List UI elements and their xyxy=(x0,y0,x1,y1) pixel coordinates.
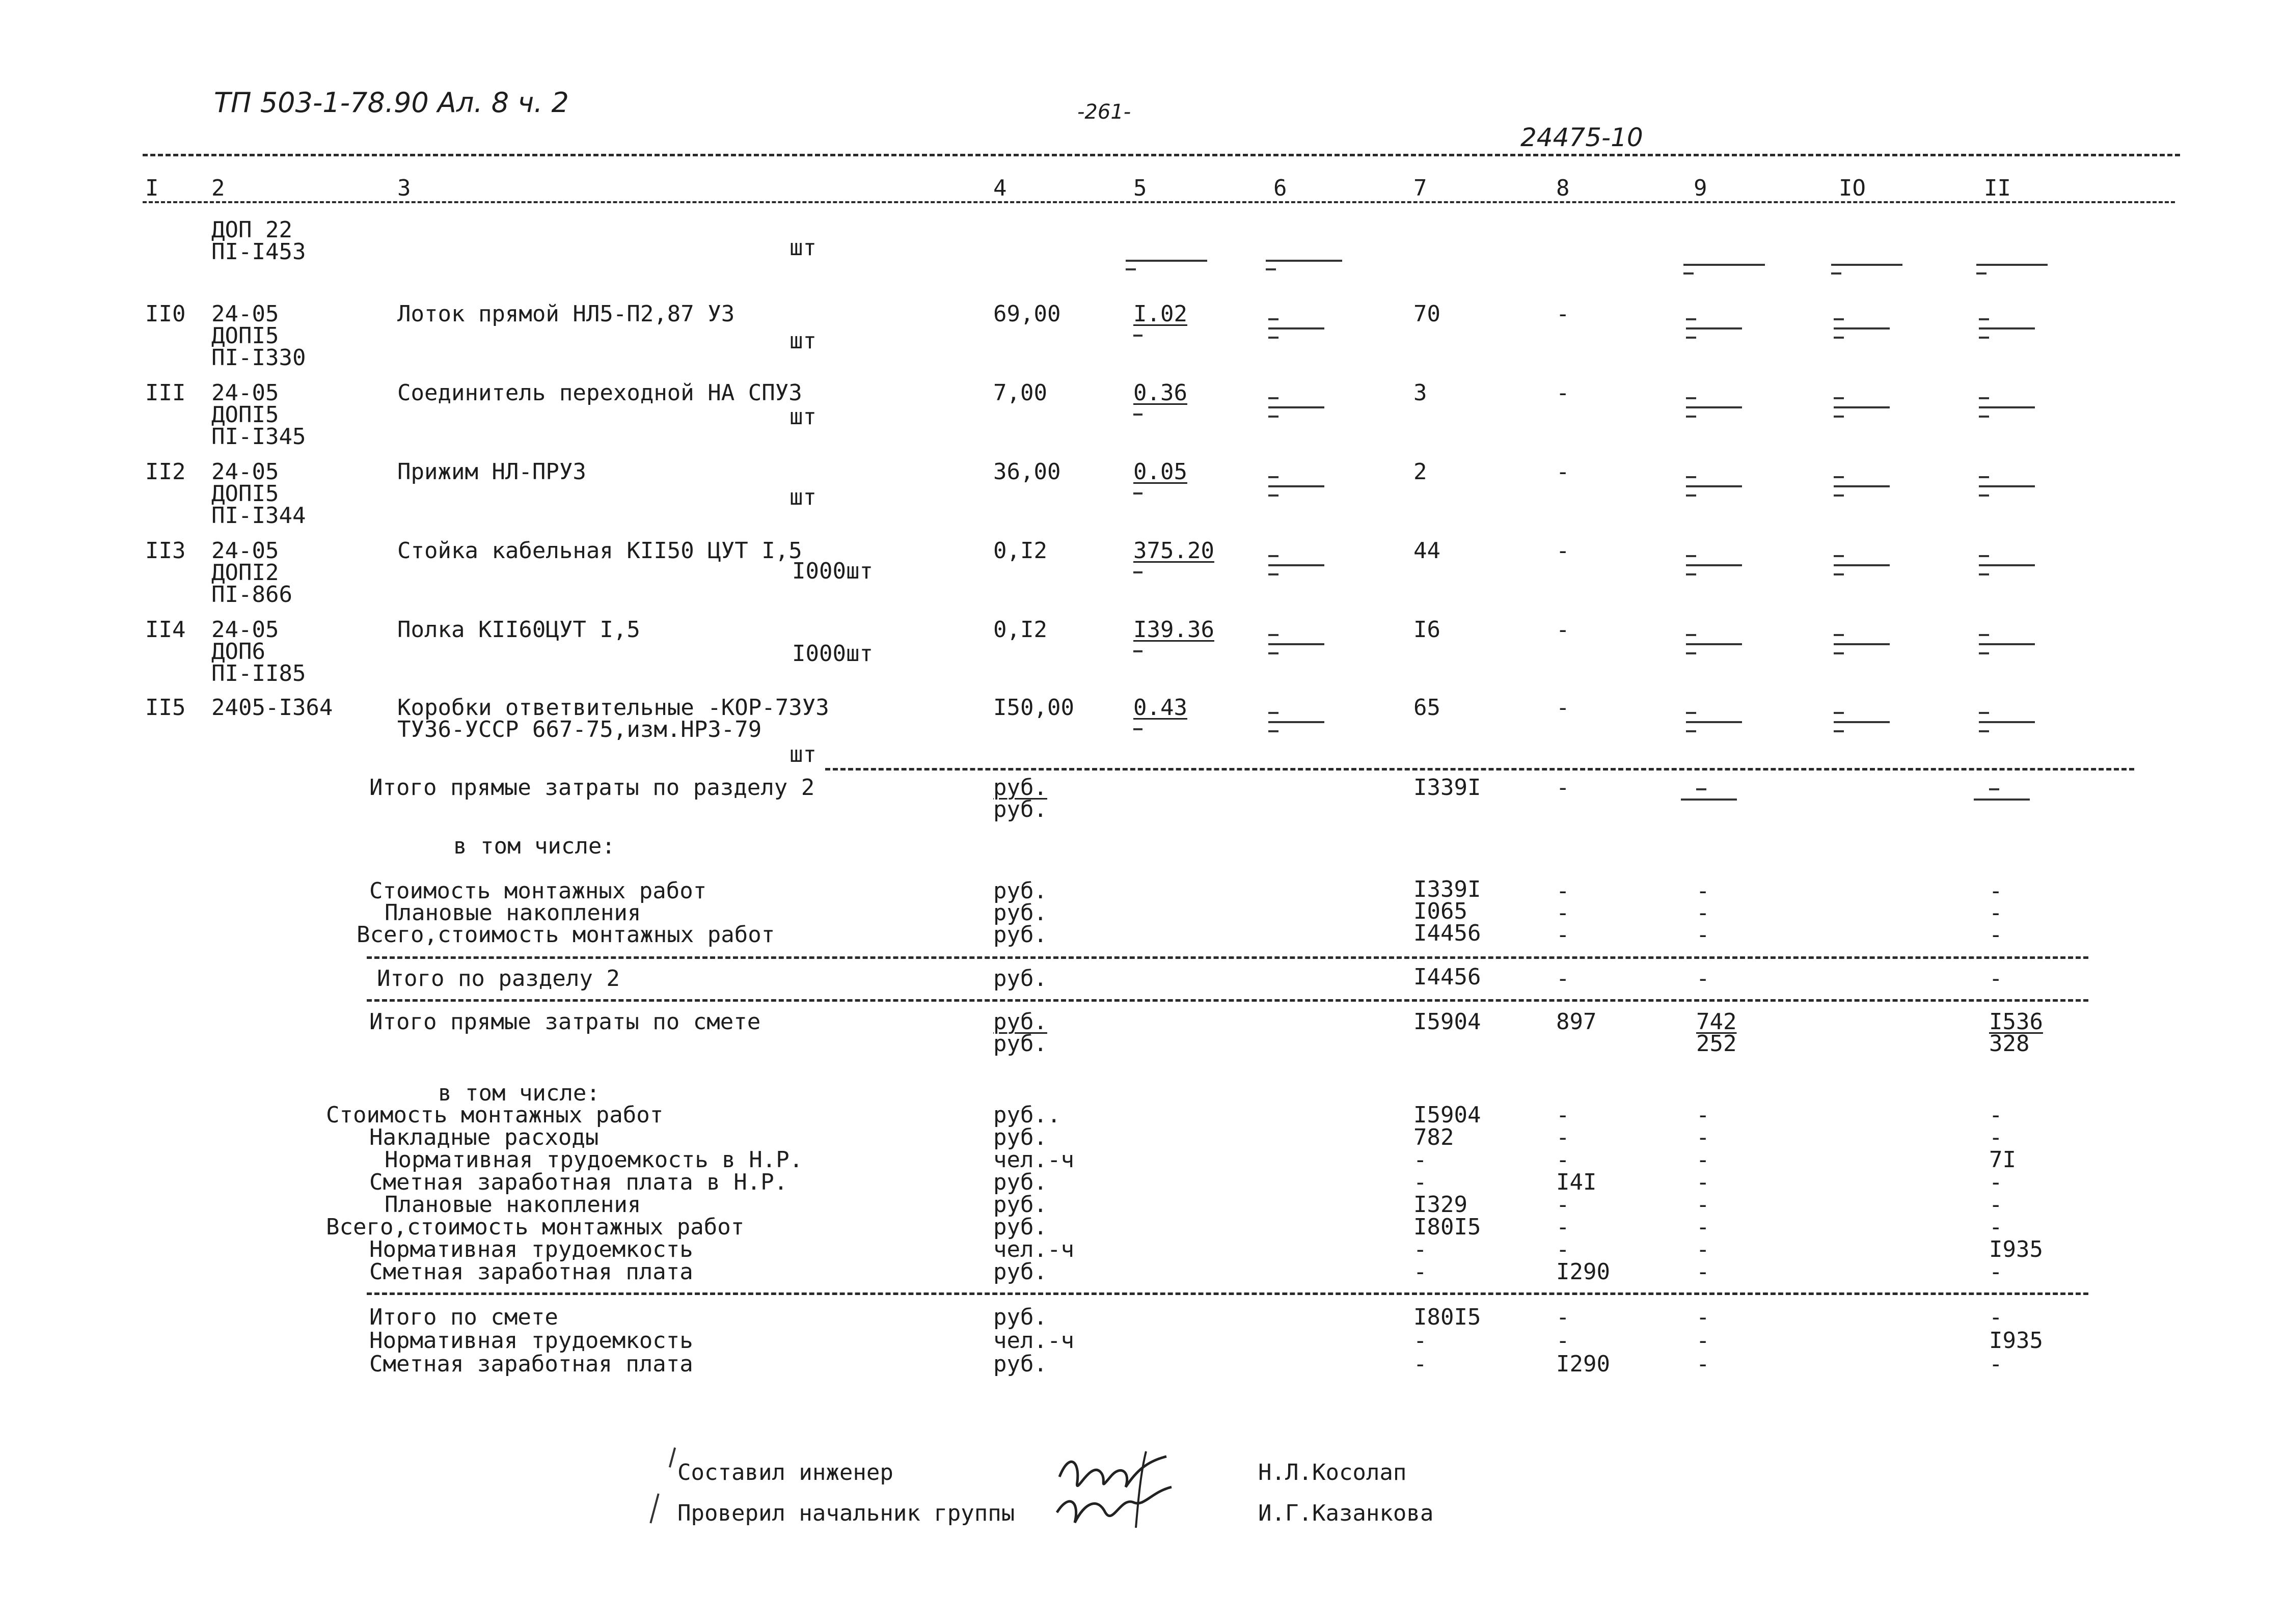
col-header-2: 2 xyxy=(211,175,225,201)
dash-mark xyxy=(1268,712,1278,714)
summary-label: Плановые накопления xyxy=(385,1192,641,1218)
dash-mark xyxy=(1979,494,1989,497)
item-name: Прижим НЛ-ПРУЗ xyxy=(397,459,586,485)
dash-mark xyxy=(1133,492,1142,494)
code-line: ПI-I344 xyxy=(211,503,306,529)
dash-mark xyxy=(1979,327,2035,329)
dash-mark xyxy=(1979,721,2035,723)
qty-cell: 0,I2 xyxy=(993,538,1047,564)
incl-label: в том числе: xyxy=(453,833,615,859)
unit-cell: шт xyxy=(790,484,817,510)
dash-mark xyxy=(1268,327,1324,329)
incl-label: в том числе: xyxy=(438,1080,600,1106)
col-header-4: 4 xyxy=(993,175,1007,201)
dash-mark xyxy=(1834,564,1890,566)
checked-name: И.Г.Казанкова xyxy=(1258,1500,1434,1526)
dash-mark xyxy=(1268,397,1278,399)
unit-cell: шт xyxy=(790,235,817,261)
dash-mark xyxy=(1979,555,1989,557)
dash-mark xyxy=(1834,643,1890,645)
dash-mark xyxy=(1268,337,1278,339)
summary-unit: руб. xyxy=(993,1124,1047,1150)
summary-c11: 7I xyxy=(1989,1147,2016,1173)
summary-c8: - xyxy=(1556,1214,1570,1240)
dash-mark xyxy=(1686,712,1696,714)
col8-cell: - xyxy=(1556,380,1570,406)
code-line: ПI-866 xyxy=(211,582,292,608)
price-cell: 0.36 xyxy=(1133,380,1187,406)
code-line: 24-05 xyxy=(211,538,279,564)
summary-c8: - xyxy=(1556,1192,1570,1218)
unit-cell: шт xyxy=(790,328,817,354)
summary-c11: - xyxy=(1989,1192,2003,1218)
summary-c8: - xyxy=(1556,775,1570,801)
inventory-number: 24475-10 xyxy=(1520,123,1643,152)
summary-c8: 897 xyxy=(1556,1009,1597,1035)
summary-label: Итого по смете xyxy=(369,1304,558,1330)
section-rule xyxy=(367,999,2088,1002)
code-line: ДОПI2 xyxy=(211,560,279,586)
summary-label: Итого прямые затраты по разделу 2 xyxy=(369,775,815,801)
signature-image xyxy=(1049,1441,1182,1543)
dash-mark xyxy=(1834,573,1844,575)
summary-unit: чел.-ч xyxy=(993,1236,1074,1262)
qty-cell: I50,00 xyxy=(993,695,1074,721)
dash-mark xyxy=(1834,416,1844,418)
summary-c11: - xyxy=(1989,1102,2003,1128)
summary-c7: I80I5 xyxy=(1413,1304,1481,1330)
summary-unit: руб. xyxy=(993,1259,1047,1285)
dash-mark xyxy=(1268,564,1324,566)
summary-c11: I935 xyxy=(1989,1328,2043,1354)
dash-mark xyxy=(1686,337,1696,339)
row-number: III xyxy=(145,380,186,406)
summary-label: Нормативная трудоемкость в Н.Р. xyxy=(385,1147,803,1173)
checked-label: Проверил начальник группы xyxy=(677,1500,1015,1526)
summary-unit: руб. xyxy=(993,878,1047,904)
dash-mark xyxy=(1979,712,1989,714)
dash-mark xyxy=(1979,643,2035,645)
code-line: ДОПI5 xyxy=(211,481,279,507)
top-rule xyxy=(143,154,2180,156)
dash-mark xyxy=(1979,573,1989,575)
dash-mark xyxy=(1133,335,1142,337)
summary-label: Нормативная трудоемкость xyxy=(369,1236,693,1262)
summary-c11: - xyxy=(1989,966,2003,992)
summary-c9: - xyxy=(1696,1259,1710,1285)
summary-unit: руб. xyxy=(993,1031,1047,1057)
dash-mark xyxy=(1268,721,1324,723)
page-number: -261- xyxy=(1077,100,1131,124)
dash-mark xyxy=(1683,272,1694,274)
code-line: ДОПI5 xyxy=(211,323,279,349)
summary-c7: - xyxy=(1413,1328,1427,1354)
summary-c11: - xyxy=(1989,922,2003,948)
dash-mark xyxy=(1266,268,1276,270)
summary-c7: I339I xyxy=(1413,775,1481,801)
col-header-7: 7 xyxy=(1413,175,1427,201)
summary-c8: - xyxy=(1556,1328,1570,1354)
signature-slash xyxy=(649,1494,659,1524)
dash-mark xyxy=(1268,555,1278,557)
section-rule xyxy=(367,1292,2088,1295)
dash-mark xyxy=(1268,643,1324,645)
dash-mark xyxy=(1696,788,1706,790)
item-name: Коробки ответвительные -КОР-73УЗ xyxy=(397,695,829,721)
unit-cell: I000шт xyxy=(792,641,873,667)
col-header-10: IO xyxy=(1839,175,1866,201)
summary-c7: I80I5 xyxy=(1413,1214,1481,1240)
code-line: 24-05 xyxy=(211,459,279,485)
summary-c8: - xyxy=(1556,900,1570,926)
summary-c7: I5904 xyxy=(1413,1009,1481,1035)
dash-mark xyxy=(1979,485,2035,487)
dash-mark xyxy=(1979,476,1989,478)
summary-unit: руб. xyxy=(993,922,1047,948)
item-name-line2: ТУ36-УССР 667-75,изм.НРЗ-79 xyxy=(397,717,762,742)
summary-c8: - xyxy=(1556,922,1570,948)
dash-mark xyxy=(1686,406,1742,408)
summary-label: Нормативная трудоемкость xyxy=(369,1328,693,1354)
item-name: Лоток прямой НЛ5-П2,87 УЗ xyxy=(397,301,735,327)
summary-c11: - xyxy=(1989,1169,2003,1195)
summary-c8: - xyxy=(1556,1124,1570,1150)
summary-c9: - xyxy=(1696,1214,1710,1240)
summary-unit: чел.-ч xyxy=(993,1328,1074,1354)
row-number: II0 xyxy=(145,301,186,327)
dash-mark xyxy=(1979,634,1989,636)
dash-mark xyxy=(1834,406,1890,408)
dash-mark xyxy=(1831,264,1902,266)
dash-mark xyxy=(1979,652,1989,654)
summary-label: Стоимость монтажных работ xyxy=(369,878,707,904)
summary-c7: I065 xyxy=(1413,898,1467,924)
total-cell: 70 xyxy=(1413,301,1440,327)
summary-c8: - xyxy=(1556,1147,1570,1173)
dash-mark xyxy=(1268,485,1324,487)
summary-c7: I4456 xyxy=(1413,920,1481,946)
dash-mark xyxy=(1834,652,1844,654)
dash-mark xyxy=(1834,730,1844,732)
summary-label: Сметная заработная плата xyxy=(369,1351,693,1377)
summary-c8: I290 xyxy=(1556,1259,1610,1285)
summary-label: Сметная заработная плата xyxy=(369,1259,693,1285)
item-name: Полка КII60ЦУТ I,5 xyxy=(397,617,640,643)
code-line: ПI-II85 xyxy=(211,660,306,686)
col-header-9: 9 xyxy=(1694,175,1707,201)
summary-label: Стоимость монтажных работ xyxy=(326,1102,664,1128)
summary-label: Накладные расходы xyxy=(369,1124,599,1150)
dash-mark xyxy=(1686,634,1696,636)
summary-c7: I339I xyxy=(1413,876,1481,902)
summary-c9: - xyxy=(1696,1147,1710,1173)
dash-mark xyxy=(1686,485,1742,487)
summary-c11: I935 xyxy=(1989,1236,2043,1262)
dash-mark xyxy=(1126,268,1136,270)
dash-mark xyxy=(1268,406,1324,408)
summary-c9: - xyxy=(1696,1169,1710,1195)
summary-label: Итого по разделу 2 xyxy=(377,966,620,992)
summary-c7: 782 xyxy=(1413,1124,1454,1150)
summary-c9: - xyxy=(1696,1236,1710,1262)
dash-mark xyxy=(1979,337,1989,339)
dash-mark xyxy=(1683,264,1765,266)
dash-mark xyxy=(1979,564,2035,566)
summary-unit: руб. xyxy=(993,1009,1047,1035)
dash-mark xyxy=(1834,721,1890,723)
summary-c9: - xyxy=(1696,1351,1710,1377)
price-cell: I.02 xyxy=(1133,301,1187,327)
dash-mark xyxy=(1834,318,1844,320)
col-header-1: I xyxy=(145,175,159,201)
dash-mark xyxy=(1266,260,1342,262)
composed-name: Н.Л.Косолап xyxy=(1258,1460,1407,1485)
price-cell: 0.05 xyxy=(1133,459,1187,485)
section-rule xyxy=(825,768,2134,770)
total-cell: 65 xyxy=(1413,695,1440,721)
summary-c9-bottom: 252 xyxy=(1696,1031,1737,1057)
summary-c11: - xyxy=(1989,1124,2003,1150)
summary-c7: I4456 xyxy=(1413,964,1481,990)
summary-c7: - xyxy=(1413,1147,1427,1173)
dash-mark xyxy=(1268,634,1278,636)
summary-unit: руб. xyxy=(993,1214,1047,1240)
total-cell: I6 xyxy=(1413,617,1440,643)
item-name: Соединитель переходной НА СПУЗ xyxy=(397,380,802,406)
code-line: ПI-I330 xyxy=(211,345,306,371)
summary-c8: - xyxy=(1556,966,1570,992)
col-header-5: 5 xyxy=(1133,175,1147,201)
col8-cell: - xyxy=(1556,617,1570,643)
summary-c7: I5904 xyxy=(1413,1102,1481,1128)
summary-unit: чел.-ч xyxy=(993,1147,1074,1173)
dash-mark xyxy=(1133,650,1142,652)
dash-mark xyxy=(1979,318,1989,320)
header-underline xyxy=(143,201,2175,203)
dash-mark xyxy=(1686,573,1696,575)
dash-mark xyxy=(1976,272,1986,274)
dash-mark xyxy=(1133,728,1142,730)
row-number: II2 xyxy=(145,459,186,485)
code-line: ДОПI5 xyxy=(211,402,279,428)
unit-cell: шт xyxy=(790,741,817,767)
qty-cell: 69,00 xyxy=(993,301,1061,327)
summary-label: Итого прямые затраты по смете xyxy=(369,1009,761,1035)
dash-mark xyxy=(1133,414,1142,416)
dash-mark xyxy=(1686,721,1742,723)
summary-c11: - xyxy=(1989,878,2003,904)
summary-unit: руб. xyxy=(993,775,1047,801)
code-line: ПI-I453 xyxy=(211,239,306,265)
dash-mark xyxy=(1834,485,1890,487)
dash-mark xyxy=(1686,397,1696,399)
dash-mark xyxy=(1268,476,1278,478)
summary-c9: - xyxy=(1696,966,1710,992)
dash-mark xyxy=(1979,406,2035,408)
summary-label: Сметная заработная плата в Н.Р. xyxy=(369,1169,788,1195)
dash-mark xyxy=(1686,327,1742,329)
summary-c9: - xyxy=(1696,1304,1710,1330)
code-line: 24-05 xyxy=(211,380,279,406)
dash-mark xyxy=(1979,416,1989,418)
code-line: ПI-I345 xyxy=(211,424,306,450)
total-cell: 2 xyxy=(1413,459,1427,485)
col8-cell: - xyxy=(1556,301,1570,327)
summary-c11: - xyxy=(1989,1351,2003,1377)
dash-mark xyxy=(1979,730,1989,732)
unit-cell: I000шт xyxy=(792,558,873,584)
summary-c8: - xyxy=(1556,1236,1570,1262)
code-line: 24-05 xyxy=(211,617,279,643)
summary-c7: I329 xyxy=(1413,1192,1467,1218)
doc-code: ТП 503-1-78.90 Ал. 8 ч. 2 xyxy=(214,87,569,119)
summary-c9: - xyxy=(1696,1328,1710,1354)
dash-mark xyxy=(1268,494,1278,497)
dash-mark xyxy=(1686,318,1696,320)
col8-cell: - xyxy=(1556,538,1570,564)
dash-mark xyxy=(1681,799,1737,801)
summary-c11: - xyxy=(1989,1214,2003,1240)
code-line: ДОП6 xyxy=(211,639,265,665)
dash-mark xyxy=(1834,476,1844,478)
price-cell: 0.43 xyxy=(1133,695,1187,721)
dash-mark xyxy=(1979,397,1989,399)
summary-c8: I290 xyxy=(1556,1351,1610,1377)
summary-unit: руб. xyxy=(993,796,1047,822)
qty-cell: 0,I2 xyxy=(993,617,1047,643)
dash-mark xyxy=(1686,416,1696,418)
dash-mark xyxy=(1686,494,1696,497)
summary-c8: - xyxy=(1556,1102,1570,1128)
dash-mark xyxy=(1268,573,1278,575)
price-cell: 375.20 xyxy=(1133,538,1214,564)
dash-mark xyxy=(1686,564,1742,566)
dash-mark xyxy=(1686,652,1696,654)
summary-unit: руб. xyxy=(993,900,1047,926)
section-rule xyxy=(367,956,2088,959)
summary-c8: - xyxy=(1556,1304,1570,1330)
summary-c9: - xyxy=(1696,1192,1710,1218)
dash-mark xyxy=(1686,643,1742,645)
dash-mark xyxy=(1686,730,1696,732)
dash-mark xyxy=(1834,397,1844,399)
summary-c7: - xyxy=(1413,1169,1427,1195)
col8-cell: - xyxy=(1556,459,1570,485)
qty-cell: 7,00 xyxy=(993,380,1047,406)
summary-c9: - xyxy=(1696,878,1710,904)
summary-unit: руб. xyxy=(993,1192,1047,1218)
dash-mark xyxy=(1133,571,1142,573)
dash-mark xyxy=(1976,264,2048,266)
summary-unit: руб. xyxy=(993,1351,1047,1377)
dash-mark xyxy=(1834,494,1844,497)
summary-c11-bottom: 328 xyxy=(1989,1031,2030,1057)
unit-cell: шт xyxy=(790,404,817,430)
dash-mark xyxy=(1989,788,1999,790)
dash-mark xyxy=(1268,318,1278,320)
signature-slash xyxy=(669,1447,676,1468)
col-header-6: 6 xyxy=(1273,175,1287,201)
dash-mark xyxy=(1834,634,1844,636)
summary-c11-top: I536 xyxy=(1989,1009,2043,1035)
row-number: II5 xyxy=(145,695,186,721)
summary-c7: - xyxy=(1413,1259,1427,1285)
col8-cell: - xyxy=(1556,695,1570,721)
dash-mark xyxy=(1834,555,1844,557)
qty-cell: 36,00 xyxy=(993,459,1061,485)
summary-unit: руб. xyxy=(993,1304,1047,1330)
summary-c9: - xyxy=(1696,1102,1710,1128)
summary-c8: I4I xyxy=(1556,1169,1597,1195)
summary-unit: руб. xyxy=(993,966,1047,992)
dash-mark xyxy=(1268,652,1278,654)
dash-mark xyxy=(1974,799,2030,801)
price-cell: I39.36 xyxy=(1133,617,1214,643)
col-header-8: 8 xyxy=(1556,175,1570,201)
summary-label: Плановые накопления xyxy=(385,900,641,926)
dash-mark xyxy=(1834,327,1890,329)
summary-c7: - xyxy=(1413,1351,1427,1377)
col-header-11: II xyxy=(1984,175,2011,201)
summary-c7: - xyxy=(1413,1236,1427,1262)
dash-mark xyxy=(1268,416,1278,418)
summary-c11: - xyxy=(1989,1304,2003,1330)
code-line: 2405-I364 xyxy=(211,695,333,721)
summary-unit: руб. xyxy=(993,1169,1047,1195)
row-number: II4 xyxy=(145,617,186,643)
composed-label: Составил инженер xyxy=(677,1460,893,1485)
dash-mark xyxy=(1126,260,1207,262)
dash-mark xyxy=(1686,476,1696,478)
total-cell: 3 xyxy=(1413,380,1427,406)
summary-c11: - xyxy=(1989,900,2003,926)
summary-label: Всего,стоимость монтажных работ xyxy=(357,922,775,948)
code-line: ДОП 22 xyxy=(211,217,292,243)
dash-mark xyxy=(1686,555,1696,557)
summary-c11: - xyxy=(1989,1259,2003,1285)
code-line: 24-05 xyxy=(211,301,279,327)
dash-mark xyxy=(1834,712,1844,714)
summary-c9-top: 742 xyxy=(1696,1009,1737,1035)
summary-label: Всего,стоимость монтажных работ xyxy=(326,1214,745,1240)
dash-mark xyxy=(1831,272,1841,274)
total-cell: 44 xyxy=(1413,538,1440,564)
summary-c9: - xyxy=(1696,900,1710,926)
dash-mark xyxy=(1268,730,1278,732)
summary-c8: - xyxy=(1556,878,1570,904)
summary-c9: - xyxy=(1696,922,1710,948)
summary-unit: руб.. xyxy=(993,1102,1061,1128)
row-number: II3 xyxy=(145,538,186,564)
summary-c9: - xyxy=(1696,1124,1710,1150)
item-name: Стойка кабельная КII50 ЦУТ I,5 xyxy=(397,538,802,564)
dash-mark xyxy=(1834,337,1844,339)
col-header-3: 3 xyxy=(397,175,411,201)
